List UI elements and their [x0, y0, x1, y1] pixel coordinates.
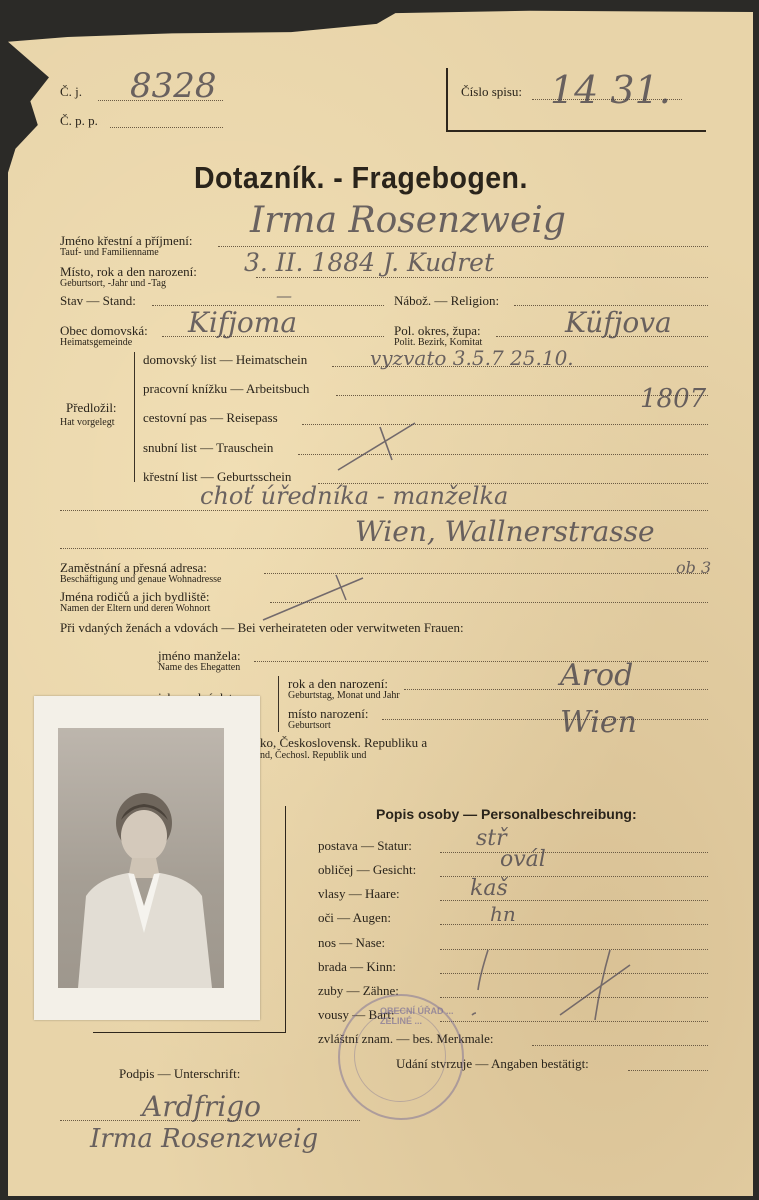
husband-date-sublabel: Geburtstag, Monat und Jahr — [288, 690, 400, 701]
signature-value-2: Irma Rosenzweig — [90, 1124, 319, 1154]
augen-value: hn — [490, 902, 516, 926]
photo-mount — [34, 696, 260, 1020]
description-row-label: obličej — Gesicht: — [318, 862, 417, 877]
parents-sublabel: Namen der Eltern und deren Wohnort — [60, 603, 211, 614]
husband-name-label: jméno manžela: — [158, 648, 241, 663]
name-sublabel: Tauf- und Familienname — [60, 247, 159, 258]
description-row-label: oči — Augen: — [318, 910, 391, 925]
doc-item-geburtsschein: křestní list — Geburtsschein — [143, 469, 292, 484]
description-strokes-icon — [460, 945, 660, 1055]
description-row-label: vlasy — Haare: — [318, 886, 400, 901]
husband-place-value: Wien — [560, 705, 637, 740]
cj-label: Č. j. — [60, 84, 83, 99]
husband-bracket — [278, 676, 279, 732]
description-row-label: nos — Nase: — [318, 935, 386, 950]
doc-item-heimatschein: domovský list — Heimatschein — [143, 352, 308, 367]
employment-sublabel: Beschäftigung und genaue Wohnadresse — [60, 574, 222, 585]
name-value: Irma Rosenzweig — [250, 200, 566, 241]
description-row-label: postava — Statur: — [318, 838, 412, 853]
doc-item-reisepass: cestovní pas — Reisepass — [143, 410, 278, 425]
form-title: Dotazník. - Fragebogen. — [194, 160, 528, 195]
cj-value: 8328 — [130, 66, 217, 106]
stamp-text: OBECNÍ ÚŘAD ... ZELINÉ ... — [380, 1006, 454, 1026]
doc-value-arbeitsbuch: 1807 — [640, 384, 707, 414]
extra-line-2 — [60, 548, 708, 549]
extra-value-2: Wien, Wallnerstrasse — [355, 515, 655, 548]
husband-date-line — [404, 689, 708, 690]
portrait-figure-icon — [58, 728, 224, 988]
stav-value: — — [276, 286, 292, 305]
husband-name-sublabel: Name des Ehegatten — [158, 662, 241, 673]
portrait-photo — [58, 728, 224, 988]
cislo-spisu-label: Číslo spisu: — [461, 84, 523, 99]
parents-label: Jména rodičů a jich bydliště: — [60, 589, 210, 604]
doc-item-trauschein: snubní list — Trauschein — [143, 440, 274, 455]
birth-sublabel: Geburtsort, -Jahr und -Tag — [60, 278, 166, 289]
husband-place-line — [382, 719, 708, 720]
obec-label: Obec domovská: — [60, 323, 148, 338]
obec-value: Kifjoma — [188, 306, 298, 339]
cislo-spisu-value: 14 31. — [550, 68, 671, 112]
birth-line — [256, 277, 708, 278]
employment-label: Zaměstnání a přesná adresa: — [60, 560, 207, 575]
okres-sublabel: Polit. Bezirk, Komitat — [394, 337, 483, 348]
description-row-label: brada — Kinn: — [318, 959, 396, 974]
okres-label: Pol. okres, župa: — [394, 323, 481, 338]
husband-place-label: místo narození: — [288, 706, 369, 721]
husband-name-line — [254, 661, 708, 662]
signature-label: Podpis — Unterschrift: — [119, 1066, 241, 1081]
predlozil-label: Předložil: — [66, 400, 117, 415]
husband-date-value: Arod — [560, 658, 634, 693]
doc-item-arbeitsbuch: pracovní knížku — Arbeitsbuch — [143, 381, 310, 396]
husband-place-sublabel: Geburtsort — [288, 720, 331, 731]
statur-value: stř — [476, 826, 507, 851]
doc-value-heimatschein: vyzvato 3.5.7 25.10. — [370, 346, 574, 370]
official-stamp — [338, 994, 464, 1120]
name-line — [218, 246, 708, 247]
description-heading: Popis osoby — Personalbeschreibung: — [376, 806, 637, 822]
description-row-line — [440, 852, 708, 853]
description-row-label: vousy — Bart: — [318, 1007, 395, 1022]
religion-label: Nábož. — Religion: — [394, 293, 500, 308]
employment-value: ob 3 — [676, 558, 712, 577]
cpp-label: Č. p. p. — [60, 113, 98, 128]
description-row-label: zvláštní znam. — bes. Merkmale: — [318, 1031, 494, 1046]
extra-value-1: choť úředníka - manželka — [200, 482, 509, 510]
women-label: Při vdaných ženách a vdovách — Bei verheirateten oder verwitweten Frauen: — [60, 620, 464, 635]
obec-sublabel: Heimatsgemeinde — [60, 337, 133, 348]
name-label: Jméno křestní a příjmení: — [60, 233, 193, 248]
republic-line-2: nd, Čechosl. Republik und — [260, 750, 367, 761]
confirm-line — [628, 1070, 708, 1071]
signature-value-1: Ardfrigo — [142, 1090, 262, 1123]
haare-value: kaš — [470, 876, 508, 901]
confirm-label: Udání stvrzuje — Angaben bestätigt: — [396, 1056, 589, 1071]
birth-label: Místo, rok a den narození: — [60, 264, 197, 279]
extra-line-1 — [60, 510, 708, 511]
birth-value: 3. II. 1884 J. Kudret — [244, 248, 495, 277]
predlozil-sublabel: Hat vorgelegt — [60, 417, 115, 428]
predlozil-bracket — [134, 352, 135, 482]
gesicht-value: ovál — [500, 847, 546, 872]
cpp-line — [110, 127, 223, 128]
okres-value: Küfjova — [565, 306, 672, 339]
parents-cross-icon — [258, 570, 368, 625]
husband-date-label: rok a den narození: — [288, 676, 388, 691]
description-row-line — [440, 924, 708, 925]
republic-line-1: ko, Československ. Republiku a — [260, 735, 428, 750]
description-row-label: zuby — Zähne: — [318, 983, 399, 998]
cross-mark-icon — [330, 415, 420, 475]
stav-label: Stav — Stand: — [60, 293, 136, 308]
